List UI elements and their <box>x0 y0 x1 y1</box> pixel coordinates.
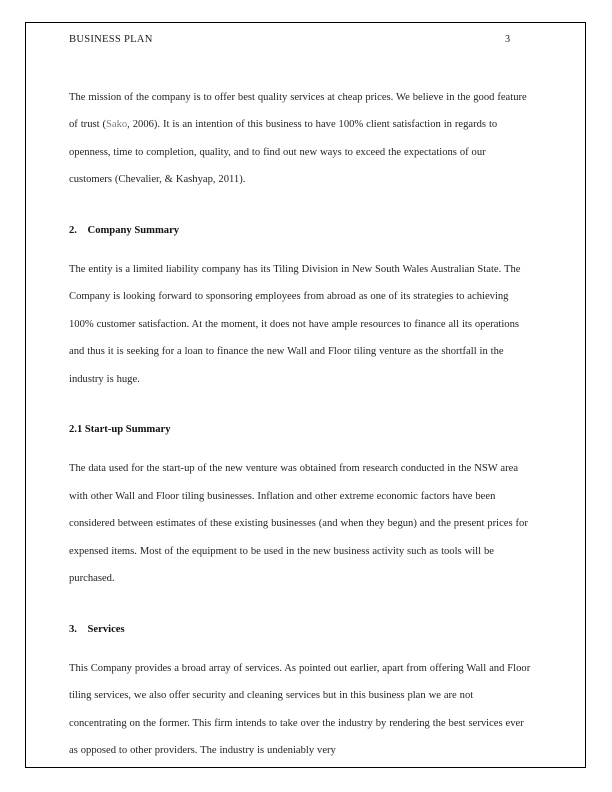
citation-sako-link[interactable]: Sako <box>105 119 128 131</box>
paragraph-startup-summary: The data used for the start-up of the new venture was obtained from research conducted in the NSW area with other Wall and Floor tiling businesses. Inflation and other extreme economic factors have been considered between estimates of these existing businesses (and when they begun) and the present prices for expensed items. Most of the equipment to be used in the new business activity such as tools will be purchased. <box>69 463 528 585</box>
spacer-after-header <box>69 56 531 84</box>
paragraph-mission-part-2: , 2006). It is an intention of this business to have 100% client satisfaction in regards to openness, time to completion, quality, and to find out new ways to exceed the expectations of our customers (Chevalier, & Kashyap, 2011). <box>69 119 498 186</box>
spacer-before-heading-2 <box>69 194 531 217</box>
spacer-after-heading-2 <box>69 244 531 256</box>
spacer-after-heading-3 <box>69 643 531 655</box>
running-header <box>69 34 531 56</box>
heading-services: 3. Services <box>69 623 125 635</box>
heading-startup-summary: 2.1 Start-up Summary <box>69 424 171 436</box>
paragraph-mission <box>69 84 531 194</box>
header-title: BUSINESS PLAN <box>69 34 153 45</box>
spacer-before-heading-2-1 <box>69 393 531 416</box>
paragraph-company-summary: The entity is a limited liability company has its Tiling Division in New South Wales Australian State. The Company is looking forward to sponsoring employees from abroad as one of its strategies to achieving 100% customer satisfaction. At the moment, it does not have ample resources to finance all its operations and thus it is seeking for a loan to finance the new Wall and Floor tiling venture as the shortfall in the industry is huge. <box>69 264 521 385</box>
page-number: 3 <box>505 34 511 45</box>
spacer-after-heading-2-1 <box>69 443 531 455</box>
heading-company-summary: 2. Company Summary <box>69 224 180 236</box>
page-content <box>69 34 531 765</box>
paragraph-services: This Company provides a broad array of services. As pointed out earlier, apart from offering Wall and Floor tiling services, we also offer security and cleaning services but in this business plan we are not concentrating on the former. This firm intends to take over the industry by rendering the best services ever as opposed to other providers. The industry is undeniably very <box>69 662 531 757</box>
spacer-before-heading-3 <box>69 593 531 616</box>
paragraph-mission-part-1: The mission of the company is to offer best quality services at cheap prices. We believe in the good feature of trust ( <box>69 92 527 131</box>
